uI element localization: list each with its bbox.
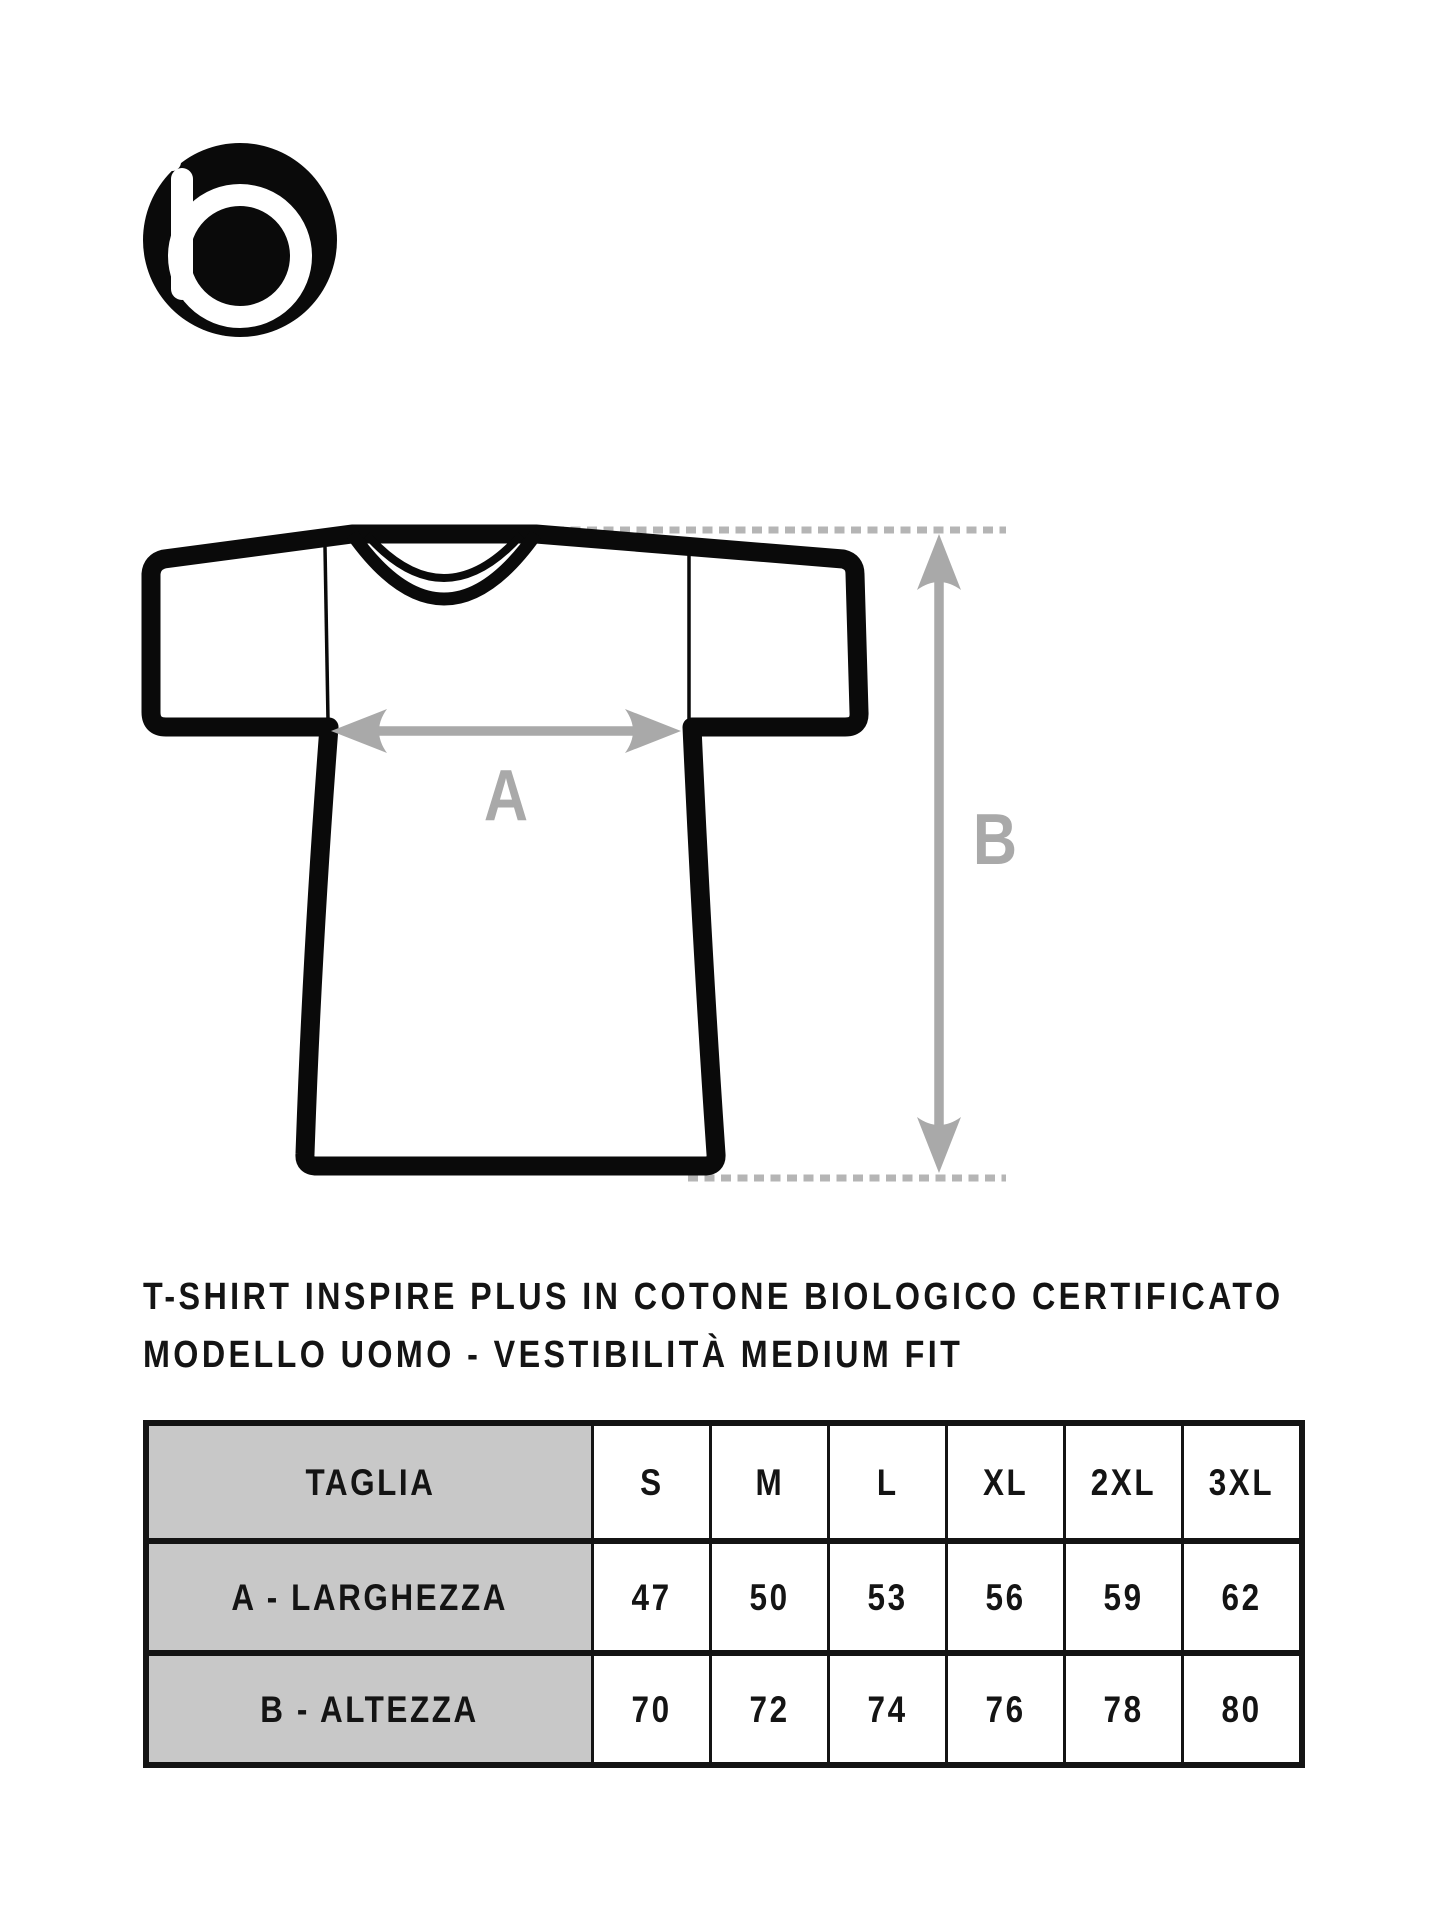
width-label: A — [483, 756, 529, 837]
header-cell-xl: XL — [945, 1426, 1063, 1538]
value-cell-a-s: 47 — [591, 1538, 709, 1650]
value-cell-a-m: 50 — [709, 1538, 827, 1650]
value-cell-a-l: 53 — [827, 1538, 945, 1650]
value-cell-b-2xl: 78 — [1063, 1650, 1181, 1762]
value-cell-b-3xl: 80 — [1181, 1650, 1299, 1762]
header-cell-l: L — [827, 1426, 945, 1538]
value-cell-a-3xl: 62 — [1181, 1538, 1299, 1650]
header-cell-m: M — [709, 1426, 827, 1538]
value-cell-b-s: 70 — [591, 1650, 709, 1762]
tshirt-outline — [151, 534, 859, 1166]
header-cell-2xl: 2XL — [1063, 1426, 1181, 1538]
product-title-line-1: T-SHIRT INSPIRE PLUS IN COTONE BIOLOGICO CERTIFICATO — [143, 1276, 1284, 1318]
value-cell-a-2xl: 59 — [1063, 1538, 1181, 1650]
row-label-larghezza: A - LARGHEZZA — [149, 1538, 591, 1650]
value-cell-b-l: 74 — [827, 1650, 945, 1762]
header-cell-3xl: 3XL — [1181, 1426, 1299, 1538]
value-cell-b-m: 72 — [709, 1650, 827, 1762]
tshirt-measurement-diagram — [151, 530, 1017, 1178]
height-arrow — [917, 534, 961, 1173]
header-cell-taglia: TAGLIA — [149, 1426, 591, 1538]
value-cell-b-xl: 76 — [945, 1650, 1063, 1762]
row-label-altezza: B - ALTEZZA — [149, 1650, 591, 1762]
product-title-line-2: MODELLO UOMO - VESTIBILITÀ MEDIUM FIT — [143, 1334, 964, 1376]
value-cell-a-xl: 56 — [945, 1538, 1063, 1650]
brand-logo-icon — [143, 143, 337, 337]
logo-dot — [163, 153, 181, 171]
header-cell-s: S — [591, 1426, 709, 1538]
size-table — [143, 1420, 1305, 1768]
height-label: B — [972, 800, 1018, 881]
